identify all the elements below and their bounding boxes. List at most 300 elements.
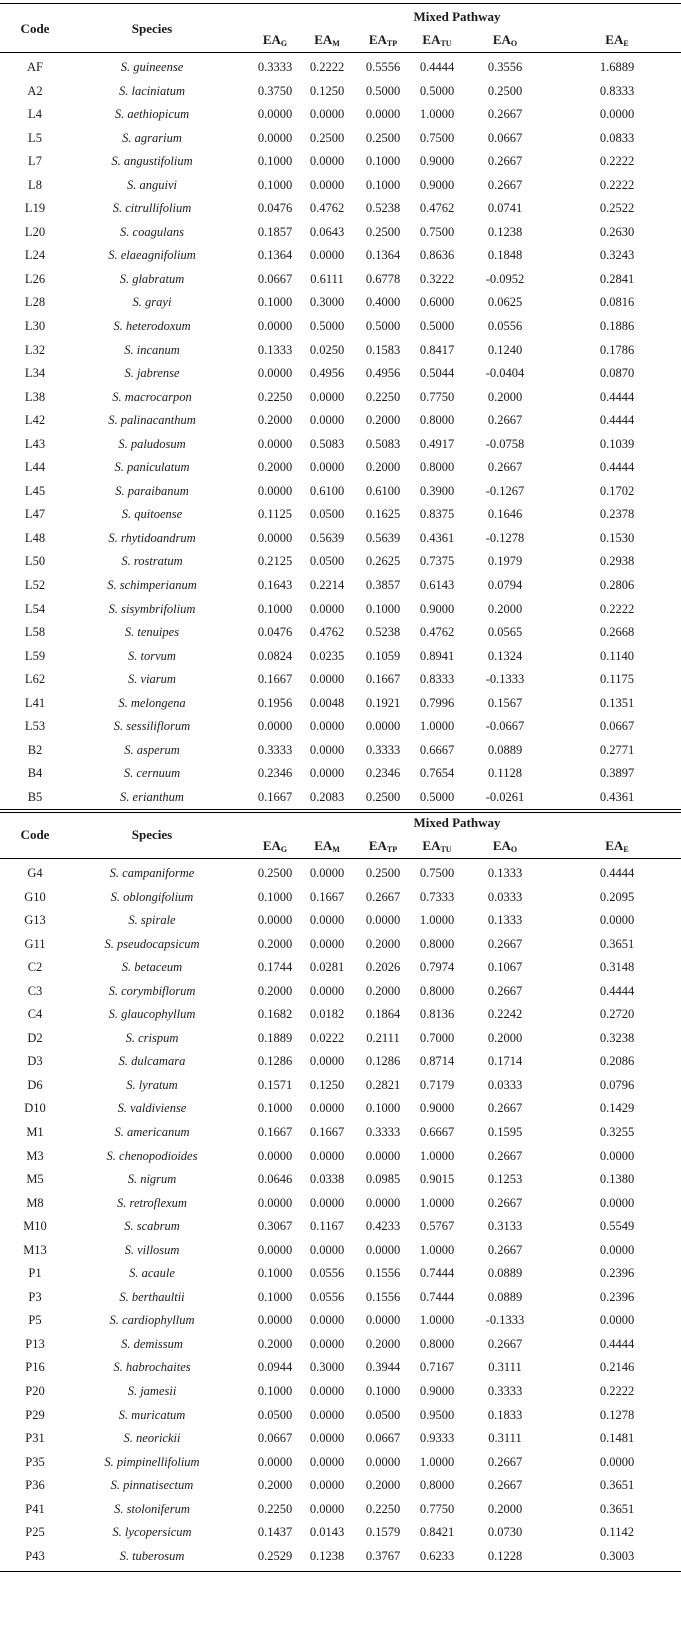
cell-ea-tp: 0.3333 [365, 742, 401, 757]
cell-ea-g: 0.1956 [257, 695, 293, 710]
cell-ea-e: 0.3897 [599, 766, 635, 781]
cell-ea-o: 0.2000 [487, 601, 523, 616]
table-row [0, 1498, 681, 1522]
cell-ea-tu: 0.4444 [419, 60, 455, 74]
header-ea-o: $EA_O$ [492, 32, 518, 48]
cell-ea-e: 0.0667 [599, 719, 635, 734]
table-row [0, 739, 681, 763]
cell-ea-m: 0.0000 [309, 1478, 345, 1493]
cell-ea-tu: 0.7750 [419, 389, 455, 404]
cell-ea-e: 0.2222 [599, 154, 635, 169]
cell-ea-o: 0.1324 [487, 648, 523, 663]
cell-ea-g: 0.1125 [258, 507, 292, 522]
cell-ea-m: 0.0048 [309, 695, 345, 710]
cell-species: S. paniculatum [114, 460, 190, 475]
cell-ea-e: 0.3238 [599, 1030, 635, 1045]
table-bottom-rule [0, 1571, 681, 1572]
cell-ea-m: 0.0500 [309, 554, 345, 569]
cell-ea-tu: 0.7179 [419, 1077, 455, 1092]
cell-ea-m: 0.0281 [309, 960, 345, 975]
cell-ea-e: 0.4361 [599, 789, 635, 804]
cell-ea-tp: 0.3857 [365, 578, 401, 593]
cell-ea-tp: 0.2250 [365, 389, 401, 404]
cell-ea-tp: 0.2500 [365, 789, 401, 804]
cell-ea-e: 0.0000 [599, 107, 635, 122]
cell-ea-m: 0.0000 [309, 177, 345, 192]
table-row [0, 127, 681, 151]
cell-code: L42 [24, 413, 46, 428]
cell-species: S. agrarium [122, 130, 182, 145]
header-code: Code [20, 21, 50, 36]
cell-ea-m: 0.0000 [309, 672, 345, 687]
cell-ea-m: 0.4762 [309, 201, 345, 216]
cell-ea-e: 0.2086 [599, 1054, 635, 1069]
cell-ea-o: 0.2000 [487, 1030, 523, 1045]
cell-code: L7 [28, 154, 42, 169]
cell-ea-e: 0.2668 [599, 625, 635, 640]
cell-ea-tu: 0.7444 [419, 1289, 455, 1304]
cell-ea-m: 0.5639 [309, 530, 345, 545]
table-row [0, 1380, 681, 1404]
cell-ea-m: 0.0000 [309, 913, 345, 928]
cell-species: S. corymbiflorum [108, 983, 196, 998]
cell-ea-e: 0.2806 [599, 578, 635, 593]
header-ea-e: $EA_E$ [605, 838, 629, 854]
cell-ea-tu: 1.0000 [419, 719, 455, 734]
cell-ea-o: 0.3133 [487, 1219, 523, 1234]
cell-ea-g: 0.1643 [257, 578, 293, 593]
cell-ea-e: 0.2222 [599, 1384, 635, 1399]
cell-ea-tp: 0.1000 [365, 601, 401, 616]
cell-ea-o: 0.0625 [487, 295, 523, 310]
cell-ea-tu: 0.5000 [419, 83, 455, 98]
cell-ea-e: 0.0796 [599, 1077, 635, 1092]
cell-ea-tp: 0.5639 [365, 530, 401, 545]
cell-code: P41 [25, 1501, 45, 1516]
cell-ea-tu: 0.8941 [419, 648, 455, 663]
cell-ea-o: 0.0556 [487, 319, 523, 334]
cell-ea-tu: 0.8000 [419, 413, 455, 428]
cell-species: S. pseudocapsicum [104, 936, 200, 951]
cell-ea-o: 0.2667 [487, 1336, 523, 1351]
cell-code: D6 [27, 1077, 43, 1092]
cell-ea-tu: 0.5767 [419, 1219, 455, 1234]
table-row [0, 480, 681, 504]
cell-ea-tu: 0.8636 [419, 248, 455, 263]
cell-ea-m: 0.0000 [309, 1431, 345, 1446]
cell-ea-tu: 1.0000 [419, 913, 455, 928]
cell-code: L24 [24, 248, 46, 263]
cell-ea-o: 0.1714 [487, 1054, 523, 1069]
cell-ea-tu: 0.7333 [419, 889, 455, 904]
cell-ea-e: 0.0000 [599, 1195, 635, 1210]
cell-code: P35 [25, 1454, 45, 1469]
cell-ea-tp: 0.2026 [365, 960, 401, 975]
cell-ea-g: 0.1000 [257, 1101, 293, 1116]
cell-ea-tu: 0.9000 [419, 601, 455, 616]
cell-species: S. muricatum [118, 1407, 186, 1422]
cell-species: S. sessiliflorum [113, 719, 191, 734]
cell-ea-tp: 0.2000 [365, 1478, 401, 1493]
cell-ea-g: 0.2000 [257, 1478, 293, 1493]
header-ea-g: $EA_G$ [262, 838, 288, 854]
cell-ea-o: 0.0889 [487, 1289, 523, 1304]
table-row [0, 621, 681, 645]
cell-species: S. crispum [125, 1030, 179, 1045]
cell-ea-m: 0.0000 [309, 248, 345, 263]
cell-ea-o: 0.1253 [487, 1172, 523, 1187]
cell-ea-g: 0.2125 [257, 554, 293, 569]
cell-code: M3 [26, 1148, 44, 1163]
cell-ea-tp: 0.1286 [365, 1054, 401, 1069]
table-row [0, 409, 681, 433]
cell-ea-m: 0.0000 [309, 460, 345, 475]
cell-ea-g: 0.1000 [257, 601, 293, 616]
cell-ea-tp: 0.0000 [365, 1195, 401, 1210]
cell-ea-g: 0.0000 [257, 1454, 293, 1469]
cell-species: S. habrochaites [113, 1360, 191, 1375]
cell-ea-o: -0.0758 [485, 436, 525, 451]
cell-ea-tp: 0.5238 [365, 625, 401, 640]
cell-species: S. heterodoxum [113, 319, 191, 334]
cell-ea-e: 0.1429 [599, 1101, 635, 1116]
cell-ea-m: 0.5083 [309, 436, 345, 451]
cell-ea-tu: 0.6667 [419, 1125, 455, 1140]
cell-ea-m: 0.6111 [310, 271, 344, 286]
cell-ea-m: 0.3000 [309, 1360, 345, 1375]
cell-ea-g: 0.0476 [257, 625, 293, 640]
cell-ea-o: 0.0730 [487, 1525, 523, 1540]
header-mixed-pathway: Mixed Pathway [413, 815, 501, 830]
cell-ea-tp: 0.0000 [365, 1242, 401, 1257]
cell-ea-tu: 0.9000 [419, 1384, 455, 1399]
cell-ea-tp: 0.5238 [365, 201, 401, 216]
table-body [0, 859, 681, 1571]
cell-ea-o: 0.2667 [487, 1195, 523, 1210]
cell-code: L41 [24, 695, 46, 710]
table-row [0, 527, 681, 551]
cell-ea-tu: 0.8333 [419, 672, 455, 687]
cell-ea-tp: 0.1556 [365, 1289, 401, 1304]
cell-ea-e: 0.2396 [599, 1289, 635, 1304]
cell-ea-g: 0.2500 [257, 866, 293, 880]
cell-ea-g: 0.0000 [257, 530, 293, 545]
cell-ea-g: 0.2250 [257, 1501, 293, 1516]
cell-ea-tu: 1.0000 [419, 1148, 455, 1163]
cell-ea-o: 0.0741 [487, 201, 523, 216]
cell-ea-m: 0.0000 [309, 1454, 345, 1469]
cell-code: P25 [25, 1525, 45, 1540]
cell-ea-e: 0.1380 [599, 1172, 635, 1187]
cell-ea-g: 0.2529 [257, 1548, 293, 1563]
cell-species: S. spirale [128, 913, 176, 928]
cell-code: L59 [24, 648, 46, 663]
cell-ea-g: 0.0000 [257, 483, 293, 498]
cell-ea-o: 0.2667 [487, 1454, 523, 1469]
cell-ea-g: 0.2000 [257, 413, 293, 428]
cell-ea-m: 0.0000 [309, 413, 345, 428]
table-row [0, 1145, 681, 1169]
cell-ea-tu: 0.7167 [419, 1360, 455, 1375]
cell-ea-g: 0.1744 [257, 960, 293, 975]
cell-species: S. coagulans [120, 224, 184, 239]
cell-code: L62 [24, 672, 46, 687]
cell-ea-g: 0.1000 [257, 177, 293, 192]
cell-ea-tu: 0.5000 [419, 789, 455, 804]
cell-ea-tp: 0.1579 [365, 1525, 401, 1540]
cell-ea-g: 0.2346 [257, 766, 293, 781]
cell-species: S. retroflexum [117, 1195, 187, 1210]
table-row [0, 503, 681, 527]
cell-code: L52 [24, 578, 46, 593]
cell-ea-tp: 0.0667 [365, 1431, 401, 1446]
cell-ea-o: 0.2667 [487, 460, 523, 475]
cell-species: S. neorickii [123, 1431, 181, 1446]
cell-ea-o: -0.0261 [485, 789, 525, 804]
cell-ea-o: 0.1238 [487, 224, 523, 239]
table-row [0, 268, 681, 292]
cell-ea-g: 0.0000 [257, 366, 293, 381]
table-row [0, 1333, 681, 1357]
cell-ea-m: 0.1238 [309, 1548, 345, 1563]
cell-species: S. rostratum [121, 554, 183, 569]
table-row [0, 1121, 681, 1145]
cell-ea-e: 0.1530 [599, 530, 635, 545]
cell-ea-o: 0.1595 [487, 1125, 523, 1140]
cell-ea-tp: 0.3767 [365, 1548, 401, 1563]
cell-ea-g: 0.0500 [257, 1407, 293, 1422]
cell-ea-g: 0.3750 [257, 83, 293, 98]
table-row [0, 103, 681, 127]
cell-ea-g: 0.1000 [257, 154, 293, 169]
cell-ea-e: 0.4444 [599, 866, 635, 880]
cell-code: L5 [28, 130, 42, 145]
table-row [0, 291, 681, 315]
cell-ea-o: 0.0333 [487, 889, 523, 904]
cell-species: S. cernuum [123, 766, 181, 781]
cell-species: S. chenopodioides [106, 1148, 198, 1163]
cell-ea-o: 0.1067 [487, 960, 523, 975]
cell-ea-e: 0.0000 [599, 1242, 635, 1257]
table-header [0, 810, 681, 859]
cell-species: S. acaule [129, 1266, 175, 1281]
table-row [0, 1192, 681, 1216]
cell-ea-e: 0.0870 [599, 366, 635, 381]
cell-ea-tu: 0.9333 [419, 1431, 455, 1446]
cell-code: L47 [24, 507, 46, 522]
cell-ea-g: 0.0476 [257, 201, 293, 216]
cell-code: AF [27, 60, 43, 74]
cell-ea-tu: 0.8417 [419, 342, 455, 357]
table-row [0, 1097, 681, 1121]
cell-ea-g: 0.2000 [257, 1336, 293, 1351]
cell-ea-e: 0.2378 [599, 507, 635, 522]
cell-ea-g: 0.1000 [257, 889, 293, 904]
table-row [0, 315, 681, 339]
cell-ea-g: 0.1571 [257, 1077, 293, 1092]
cell-ea-g: 0.0000 [257, 913, 293, 928]
table-row [0, 244, 681, 268]
cell-ea-tp: 0.1864 [365, 1007, 401, 1022]
cell-ea-tp: 0.2000 [365, 1336, 401, 1351]
cell-ea-m: 0.0000 [309, 1101, 345, 1116]
cell-ea-tu: 0.7375 [419, 554, 455, 569]
cell-ea-o: 0.2667 [487, 413, 523, 428]
cell-ea-m: 0.0000 [309, 389, 345, 404]
table-row [0, 1074, 681, 1098]
cell-ea-o: -0.0667 [485, 719, 525, 734]
cell-code: P36 [25, 1478, 45, 1493]
cell-ea-tu: 0.8375 [419, 507, 455, 522]
cell-ea-tu: 0.7654 [419, 766, 455, 781]
cell-ea-m: 0.0000 [309, 1195, 345, 1210]
cell-ea-o: 0.3556 [487, 60, 523, 74]
cell-ea-g: 0.0000 [257, 1148, 293, 1163]
cell-ea-e: 0.2630 [599, 224, 635, 239]
cell-ea-tu: 0.8000 [419, 1478, 455, 1493]
cell-ea-m: 0.0000 [309, 866, 345, 880]
cell-code: P31 [25, 1431, 45, 1446]
cell-ea-e: 0.2095 [599, 889, 635, 904]
cell-ea-g: 0.1667 [257, 1125, 293, 1140]
cell-ea-tu: 0.8000 [419, 983, 455, 998]
cell-ea-tp: 0.0500 [365, 1407, 401, 1422]
cell-ea-m: 0.0235 [309, 648, 345, 663]
header-ea-e: $EA_E$ [605, 32, 629, 48]
cell-species: S. palinacanthum [108, 413, 196, 428]
cell-ea-m: 0.0000 [309, 1242, 345, 1257]
cell-code: G10 [24, 889, 46, 904]
cell-ea-tp: 0.1000 [365, 1101, 401, 1116]
cell-ea-m: 0.0000 [309, 742, 345, 757]
cell-ea-e: 0.1702 [599, 483, 635, 498]
cell-ea-e: 0.1140 [600, 648, 634, 663]
cell-species: S. paraibanum [115, 483, 189, 498]
cell-ea-e: 0.4444 [599, 460, 635, 475]
table-row [0, 456, 681, 480]
table-row [0, 1003, 681, 1027]
cell-ea-m: 0.2214 [309, 578, 345, 593]
cell-species: S. tenuipes [124, 625, 180, 640]
header-ea-m: $EA_M$ [314, 838, 340, 854]
cell-ea-tu: 1.0000 [419, 1195, 455, 1210]
cell-ea-g: 0.0000 [257, 436, 293, 451]
cell-ea-m: 0.6100 [309, 483, 345, 498]
cell-code: C4 [27, 1007, 43, 1022]
cell-ea-g: 0.1667 [257, 672, 293, 687]
cell-ea-tu: 0.3900 [419, 483, 455, 498]
header-species: Species [131, 21, 173, 36]
table-row [0, 1215, 681, 1239]
cell-ea-e: 0.0000 [599, 913, 635, 928]
table-row [0, 1262, 681, 1286]
cell-ea-m: 0.0556 [309, 1266, 345, 1281]
cell-ea-tp: 0.3944 [365, 1360, 401, 1375]
cell-ea-tp: 0.1364 [365, 248, 401, 263]
cell-species: S. anguivi [127, 177, 177, 192]
cell-ea-o: 0.2667 [487, 936, 523, 951]
cell-ea-o: 0.2667 [487, 1101, 523, 1116]
cell-ea-tu: 0.7444 [419, 1266, 455, 1281]
cell-species: S. pimpinellifolium [104, 1454, 200, 1469]
cell-ea-tu: 0.7000 [419, 1030, 455, 1045]
cell-ea-tp: 0.3333 [365, 1125, 401, 1140]
cell-species: S. glabratum [119, 271, 185, 286]
cell-ea-tu: 1.0000 [419, 1313, 455, 1328]
cell-ea-tp: 0.0000 [365, 1313, 401, 1328]
cell-ea-e: 0.3148 [599, 960, 635, 975]
cell-ea-tp: 0.0000 [365, 913, 401, 928]
cell-ea-o: 0.1128 [488, 766, 522, 781]
cell-ea-tu: 0.8714 [419, 1054, 455, 1069]
cell-ea-tp: 0.2346 [365, 766, 401, 781]
cell-ea-g: 0.0667 [257, 271, 293, 286]
cell-ea-g: 0.0646 [257, 1172, 293, 1187]
cell-ea-tu: 0.4762 [419, 625, 455, 640]
cell-species: S. sisymbrifolium [108, 601, 196, 616]
cell-ea-g: 0.2250 [257, 389, 293, 404]
cell-ea-m: 0.0556 [309, 1289, 345, 1304]
cell-ea-o: -0.1278 [485, 530, 525, 545]
cell-ea-g: 0.1000 [257, 1289, 293, 1304]
cell-code: L34 [24, 366, 46, 381]
cell-ea-g: 0.1364 [257, 248, 293, 263]
cell-ea-tp: 0.5556 [365, 60, 401, 74]
table-row [0, 386, 681, 410]
header-species: Species [131, 827, 173, 842]
cell-code: B2 [27, 742, 43, 757]
cell-ea-tp: 0.1921 [365, 695, 401, 710]
table-row [0, 1050, 681, 1074]
cell-ea-o: 0.1333 [487, 913, 523, 928]
header-ea-tp: $EA_{TP}$ [368, 32, 398, 48]
cell-ea-tp: 0.2000 [365, 413, 401, 428]
cell-ea-tu: 0.8000 [419, 936, 455, 951]
cell-species: S. incanum [124, 342, 180, 357]
cell-ea-o: 0.3333 [487, 1384, 523, 1399]
cell-ea-e: 0.4444 [599, 983, 635, 998]
cell-ea-tu: 0.9000 [419, 154, 455, 169]
cell-ea-g: 0.0944 [257, 1360, 293, 1375]
cell-ea-g: 0.1667 [257, 789, 293, 804]
table-row [0, 715, 681, 739]
cell-ea-tu: 0.9000 [419, 177, 455, 192]
cell-species: S. lycopersicum [112, 1525, 192, 1540]
cell-species: S. schimperianum [107, 578, 197, 593]
table-row [0, 1427, 681, 1451]
cell-ea-o: 0.2667 [487, 1242, 523, 1257]
cell-ea-o: 0.1646 [487, 507, 523, 522]
cell-species: S. stoloniferum [114, 1501, 190, 1516]
cell-ea-e: 0.4444 [599, 1336, 635, 1351]
cell-ea-e: 0.1142 [600, 1525, 634, 1540]
header-ea-tu: $EA_{TU}$ [422, 838, 452, 854]
cell-ea-tu: 0.9500 [419, 1407, 455, 1422]
cell-ea-tu: 0.5044 [419, 366, 455, 381]
cell-ea-o: 0.0333 [487, 1077, 523, 1092]
cell-code: P3 [28, 1289, 42, 1304]
cell-species: S. nigrum [127, 1172, 177, 1187]
cell-ea-m: 0.2083 [309, 789, 345, 804]
cell-ea-m: 0.0000 [309, 1313, 345, 1328]
cell-species: S. cardiophyllum [109, 1313, 195, 1328]
cell-code: L32 [24, 342, 46, 357]
cell-ea-m: 0.0000 [309, 1148, 345, 1163]
cell-code: P13 [25, 1336, 45, 1351]
cell-ea-tp: 0.0000 [365, 719, 401, 734]
cell-ea-tp: 0.2500 [365, 866, 401, 880]
table-row [0, 221, 681, 245]
